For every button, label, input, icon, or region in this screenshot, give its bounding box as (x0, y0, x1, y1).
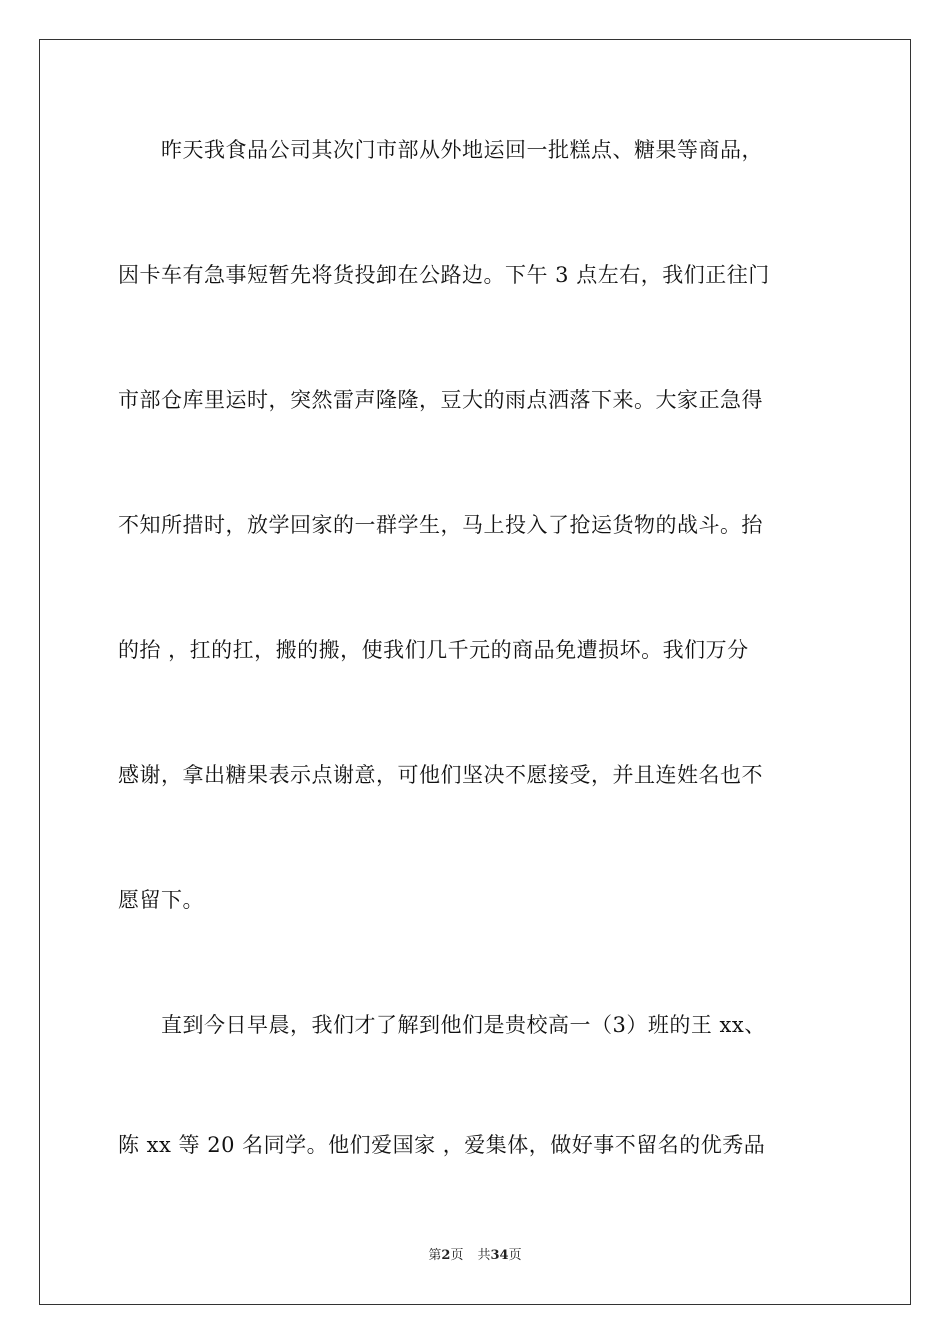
page-footer (0, 1247, 950, 1265)
page-suffix: 页 (450, 1248, 464, 1263)
text-line-7: 愿留下。 (118, 888, 204, 912)
text-line-1: 昨天我食品公司其次门市部从外地运回一批糕点、糖果等商品， (118, 138, 763, 162)
text-line-4: 不知所措时，放学回家的一群学生，马上投入了抢运货物的战斗。抬 (118, 513, 763, 537)
total-prefix: 共 (477, 1248, 491, 1263)
text-line-2: 因卡车有急事短暂先将货投卸在公路边。下午 3 点左右，我们正往门 (118, 263, 770, 287)
text-line-6: 感谢，拿出糖果表示点谢意，可他们坚决不愿接受，并且连姓名也不 (118, 763, 763, 787)
total-pages: 34 (490, 1248, 509, 1263)
page-frame (39, 39, 911, 1305)
text-line-5: 的抬 ，扛的扛，搬的搬，使我们几千元的商品免遭损坏。我们万分 (118, 638, 749, 662)
text-line-8: 直到今日早晨，我们才了解到他们是贵校高一（3）班的王 xx、 (118, 1013, 766, 1037)
total-suffix: 页 (508, 1248, 522, 1263)
page-number: 2 (441, 1248, 451, 1263)
text-line-3: 市部仓库里运时，突然雷声隆隆，豆大的雨点洒落下来。大家正急得 (118, 388, 763, 412)
page-prefix: 第 (428, 1248, 442, 1263)
text-line-9: 陈 xx 等 20 名同学。他们爱国家 ，爱集体，做好事不留名的优秀品 (118, 1133, 766, 1157)
